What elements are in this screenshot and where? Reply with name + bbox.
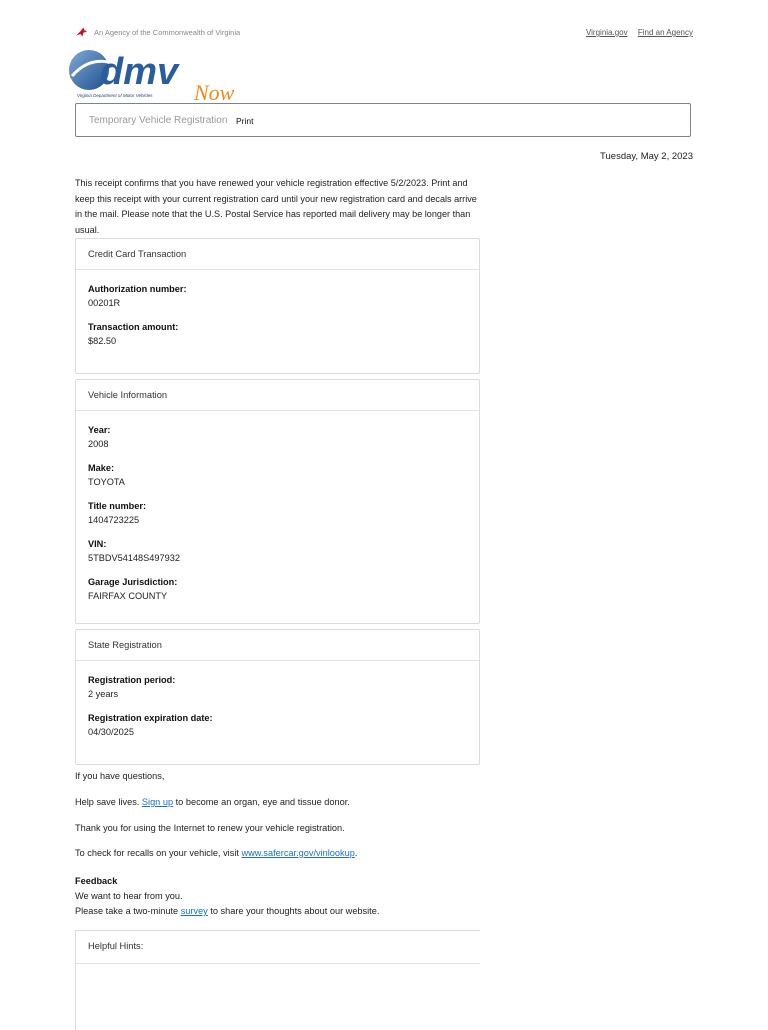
recalls-text-pre: To check for recalls on your vehicle, visit: [75, 848, 242, 858]
survey-text-pre: Please take a two-minute: [75, 906, 181, 916]
panel-heading: Vehicle Information: [76, 380, 479, 411]
intro-paragraph: This receipt confirms that you have renewed your vehicle registration effective 5/2/2023. Print and keep this receipt with your current registration card until your new registration card and decals arrive in the mail. Please note that the U.S. Postal Service has reported mail delivery may be longer than usual.: [75, 178, 477, 235]
donor-text-pre: Help save lives.: [75, 797, 142, 807]
recalls-text-post: .: [354, 848, 358, 858]
print-button[interactable]: Print: [236, 116, 254, 126]
field-value: TOYOTA: [88, 477, 125, 487]
helpful-hints-panel: [75, 930, 480, 1030]
field-label: Registration period:: [88, 675, 176, 685]
dmv-wordmark: dmv: [100, 51, 179, 93]
panel-heading: Credit Card Transaction: [76, 239, 479, 270]
field-value: 5TBDV54148S497932: [88, 553, 180, 563]
vehicle-information-panel: [75, 379, 480, 624]
receipt-date: Tuesday, May 2, 2023: [600, 151, 693, 162]
organ-donor-signup-link[interactable]: Sign up: [141, 797, 174, 807]
agency-banner: [75, 26, 240, 38]
field-value: 2 years: [88, 689, 119, 699]
registration-period-field: [88, 673, 467, 702]
survey-line: [75, 904, 379, 919]
virginia-gov-link[interactable]: Virginia.gov: [585, 28, 628, 37]
panel-heading: Helpful Hints:: [76, 931, 480, 964]
title-number-field: [88, 499, 467, 528]
recalls-line: [75, 848, 357, 858]
credit-card-transaction-panel: [75, 238, 480, 374]
donor-text-post: to become an organ, eye and tissue donor.: [173, 797, 350, 807]
field-label: VIN:: [88, 539, 107, 549]
now-wordmark: Now: [194, 80, 235, 104]
feedback-line: We want to hear from you.: [75, 891, 183, 901]
field-value: $82.50: [88, 336, 117, 346]
donor-line: [75, 797, 350, 807]
safercar-link[interactable]: www.safercar.gov/vinlookup: [241, 848, 355, 858]
dmv-logo-graphic: [68, 46, 248, 104]
agency-text: An Agency of the Commonwealth of Virginia: [94, 27, 241, 37]
field-label: Authorization number:: [88, 284, 187, 294]
page-title: Temporary Vehicle Registration: [89, 115, 228, 126]
survey-text-post: to share your thoughts about our website.: [207, 906, 380, 916]
field-label: Garage Jurisdiction:: [88, 577, 178, 587]
field-value: 1404723225: [88, 515, 140, 525]
garage-jurisdiction-field: [88, 575, 467, 604]
field-label: Title number:: [88, 501, 147, 511]
field-value: 2008: [88, 439, 109, 449]
field-label: Make:: [88, 463, 115, 473]
cardinal-icon: [75, 26, 88, 38]
title-bar: [75, 103, 691, 137]
state-registration-panel: [75, 629, 480, 765]
registration-expiration-field: [88, 711, 467, 740]
panel-heading: State Registration: [76, 630, 479, 661]
top-bar: [75, 26, 693, 40]
field-label: Registration expiration date:: [88, 713, 213, 723]
survey-link[interactable]: survey: [180, 906, 208, 916]
field-value: 00201R: [88, 298, 121, 308]
feedback-heading: Feedback: [75, 876, 118, 886]
make-field: [88, 461, 467, 490]
field-label: Transaction amount:: [88, 322, 179, 332]
thanks-text: Thank you for using the Internet to renew your vehicle registration.: [75, 823, 345, 833]
dmv-now-logo[interactable]: [68, 46, 248, 104]
transaction-amount-field: [88, 320, 467, 349]
questions-text: If you have questions,: [75, 771, 165, 781]
logo-subtitle: Virginia Department of Motor Vehicles: [77, 93, 153, 98]
authorization-number-field: [88, 282, 467, 311]
feedback-section: [75, 874, 379, 919]
field-value: FAIRFAX COUNTY: [88, 591, 168, 601]
top-links: [578, 28, 693, 37]
year-field: [88, 423, 467, 452]
vin-field: [88, 537, 467, 566]
field-label: Year:: [88, 425, 111, 435]
find-an-agency-link[interactable]: Find an Agency: [637, 28, 693, 37]
field-value: 04/30/2025: [88, 727, 134, 737]
